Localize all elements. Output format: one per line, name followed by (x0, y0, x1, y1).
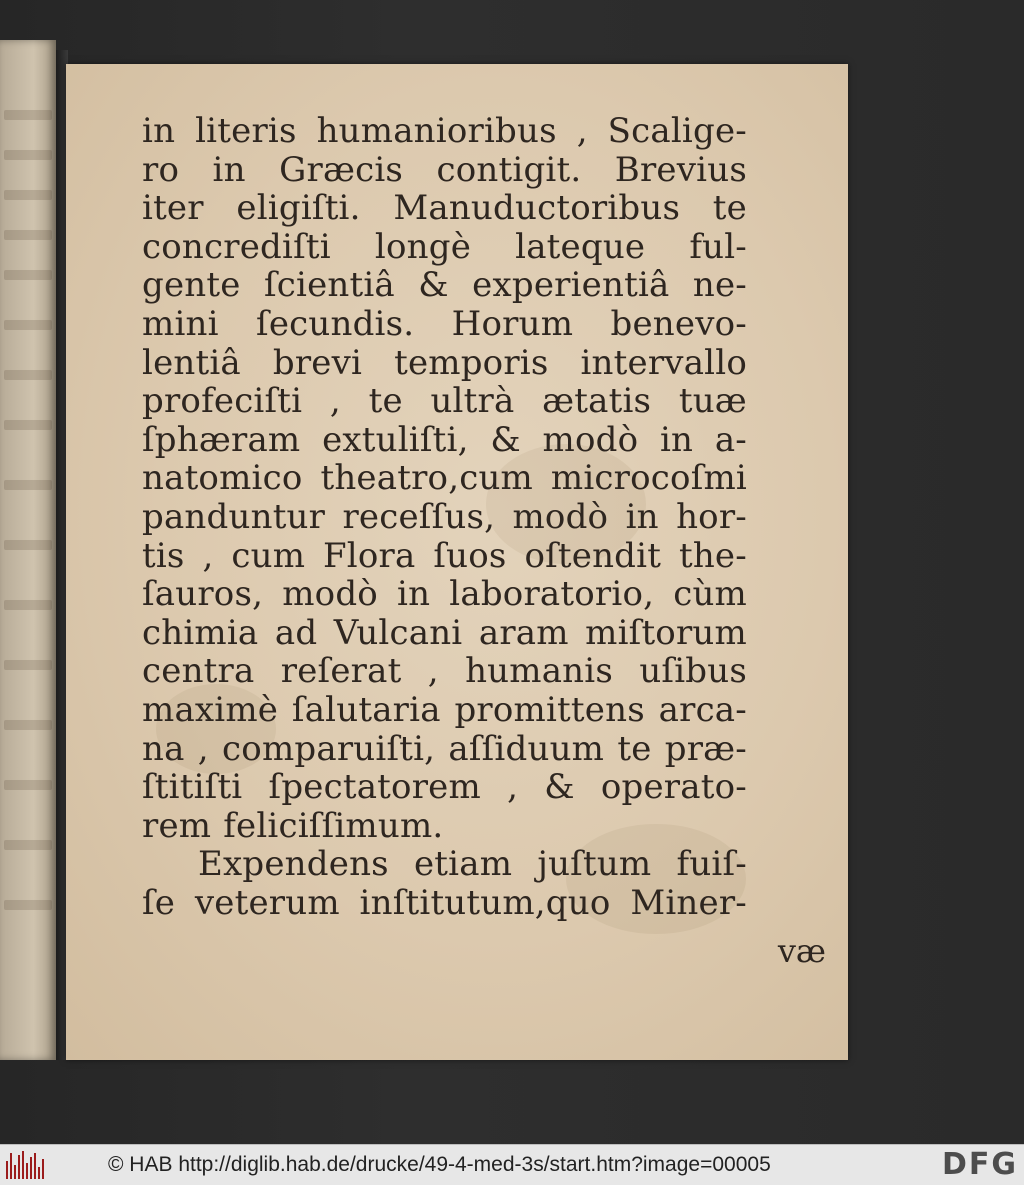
text-line (142, 459, 747, 498)
text-line (142, 305, 747, 344)
text-word: Horum (451, 303, 574, 344)
text-word: panduntur (142, 496, 326, 537)
text-word: humanis (465, 651, 614, 692)
text-word: brevi (272, 342, 363, 383)
text-word: arca- (658, 689, 747, 730)
citation-link[interactable]: © HAB http://diglib.hab.de/drucke/49-4-med-3s/start.htm?image=00005 (108, 1153, 771, 1176)
viewer-footer (0, 1144, 1024, 1185)
text-word: uſibus (639, 651, 747, 692)
text-word: operato- (600, 767, 747, 808)
text-word: ſecundis. (256, 303, 415, 344)
text-word: iter (142, 188, 204, 229)
text-word: Flora (323, 535, 416, 576)
text-word: , (576, 111, 588, 151)
text-line (142, 151, 747, 190)
text-word: ætatis (542, 381, 652, 422)
text-word: receſſus, (342, 496, 496, 537)
text-word: tuæ (678, 381, 747, 422)
text-word: Brevius (614, 149, 747, 190)
text-word: ſtitiſti (142, 767, 243, 808)
text-word: extuliſti, (322, 419, 469, 460)
text-word: & (544, 767, 575, 808)
text-word: centra (142, 651, 255, 692)
text-word: tis (142, 535, 185, 576)
book-page (66, 64, 848, 1060)
text-line (142, 112, 747, 151)
text-word: humanioribus (316, 111, 557, 151)
text-word: lateque (515, 226, 646, 267)
text-word: natomico (142, 458, 303, 499)
text-word: modò (512, 496, 609, 537)
text-word: ſpectatorem (268, 767, 481, 808)
text-word: temporis (394, 342, 549, 383)
text-line (142, 498, 747, 537)
text-word: mini (142, 303, 219, 344)
text-word: Expendens (198, 844, 389, 885)
text-word: gente (142, 265, 241, 306)
text-line (142, 266, 747, 305)
text-word: veterum (194, 882, 340, 923)
text-line (142, 652, 747, 691)
text-word: longè (374, 226, 472, 267)
hab-logo-icon (6, 1151, 48, 1179)
text-word: aram (478, 612, 569, 653)
text-word: intervallo (580, 342, 747, 383)
text-word: hor- (676, 496, 747, 537)
text-word: te (368, 381, 403, 422)
text-word: fuiſ- (676, 844, 747, 885)
text-word: reſerat (280, 651, 402, 692)
text-word: in (625, 496, 659, 537)
catchword: væ (777, 932, 826, 970)
text-word: microcoſmi (550, 458, 747, 499)
text-word: , (507, 767, 519, 808)
text-word: inſtitutum,quo (359, 882, 611, 923)
text-word: the- (678, 535, 747, 576)
text-word: ſe (142, 882, 176, 923)
text-line (142, 768, 747, 807)
text-word: ſuos (433, 535, 507, 576)
text-word: maximè (142, 689, 279, 730)
text-word: eligiſti. (236, 188, 361, 229)
text-word: & (490, 419, 521, 460)
text-line (142, 421, 747, 460)
text-line (142, 845, 747, 884)
text-word: Miner- (630, 882, 747, 923)
text-word: a- (714, 419, 747, 460)
text-word: aſſiduum (448, 728, 605, 769)
text-word: Manuductoribus (393, 188, 681, 229)
text-word: ful- (689, 226, 747, 267)
text-word: laboratorio, (449, 574, 655, 615)
text-line (142, 730, 747, 769)
text-word: profeciſti (142, 381, 303, 422)
text-word: ultrà (430, 381, 515, 422)
text-line (142, 884, 747, 923)
text-line (142, 382, 747, 421)
text-word: lentiâ (142, 342, 241, 383)
text-word: literis (195, 111, 297, 151)
text-word: præ- (664, 728, 747, 769)
page-text (142, 112, 747, 922)
text-word: ro (142, 149, 180, 190)
text-word: cum (231, 535, 306, 576)
text-word: & (418, 265, 449, 306)
text-word: ad (274, 612, 318, 653)
text-word: in (659, 419, 694, 460)
text-line (142, 807, 747, 846)
text-word: feliciſſimum. (223, 805, 444, 846)
text-word: miſtorum (585, 612, 747, 653)
text-line (142, 614, 747, 653)
text-word: ſauros, (142, 574, 264, 615)
text-word: comparuiſti, (222, 728, 436, 769)
dfg-logo: DFG (941, 1147, 1018, 1182)
text-word: etiam (413, 844, 513, 885)
text-word: , (202, 535, 214, 576)
text-word: benevo- (610, 303, 747, 344)
text-word: promittens (454, 689, 645, 730)
text-word: cùm (673, 574, 747, 615)
text-line (142, 691, 747, 730)
text-word: ſphæram (142, 419, 301, 460)
text-word: theatro,cum (320, 458, 533, 499)
text-word: te (617, 728, 652, 769)
text-word: concrediſti (142, 226, 331, 267)
text-word: juſtum (537, 844, 652, 885)
text-word: in (397, 574, 431, 615)
text-word: ſcientiâ (263, 265, 395, 306)
text-line (142, 189, 747, 228)
text-word: ne- (692, 265, 747, 306)
text-line (142, 575, 747, 614)
text-word: rem (142, 805, 212, 846)
text-line (142, 537, 747, 576)
text-word: contigit. (436, 149, 582, 190)
text-word: modò (282, 574, 378, 615)
text-word: oſtendit (524, 535, 662, 576)
text-word: experientiâ (472, 265, 670, 306)
text-word: , (427, 651, 439, 692)
text-word: in (212, 149, 246, 190)
text-word: Vulcani (333, 612, 463, 653)
text-word: modò (542, 419, 639, 460)
text-line (142, 228, 747, 267)
text-word: ſalutaria (291, 689, 441, 730)
text-word: chimia (142, 612, 259, 653)
previous-page-edge (0, 40, 56, 1060)
text-word: , (329, 381, 341, 422)
text-word: Scalige- (607, 111, 747, 151)
text-word: te (712, 188, 747, 229)
text-word: Græcis (279, 149, 404, 190)
text-line (142, 344, 747, 383)
text-word: in (142, 111, 176, 151)
text-word: na (142, 728, 185, 769)
text-word: , (197, 728, 209, 769)
